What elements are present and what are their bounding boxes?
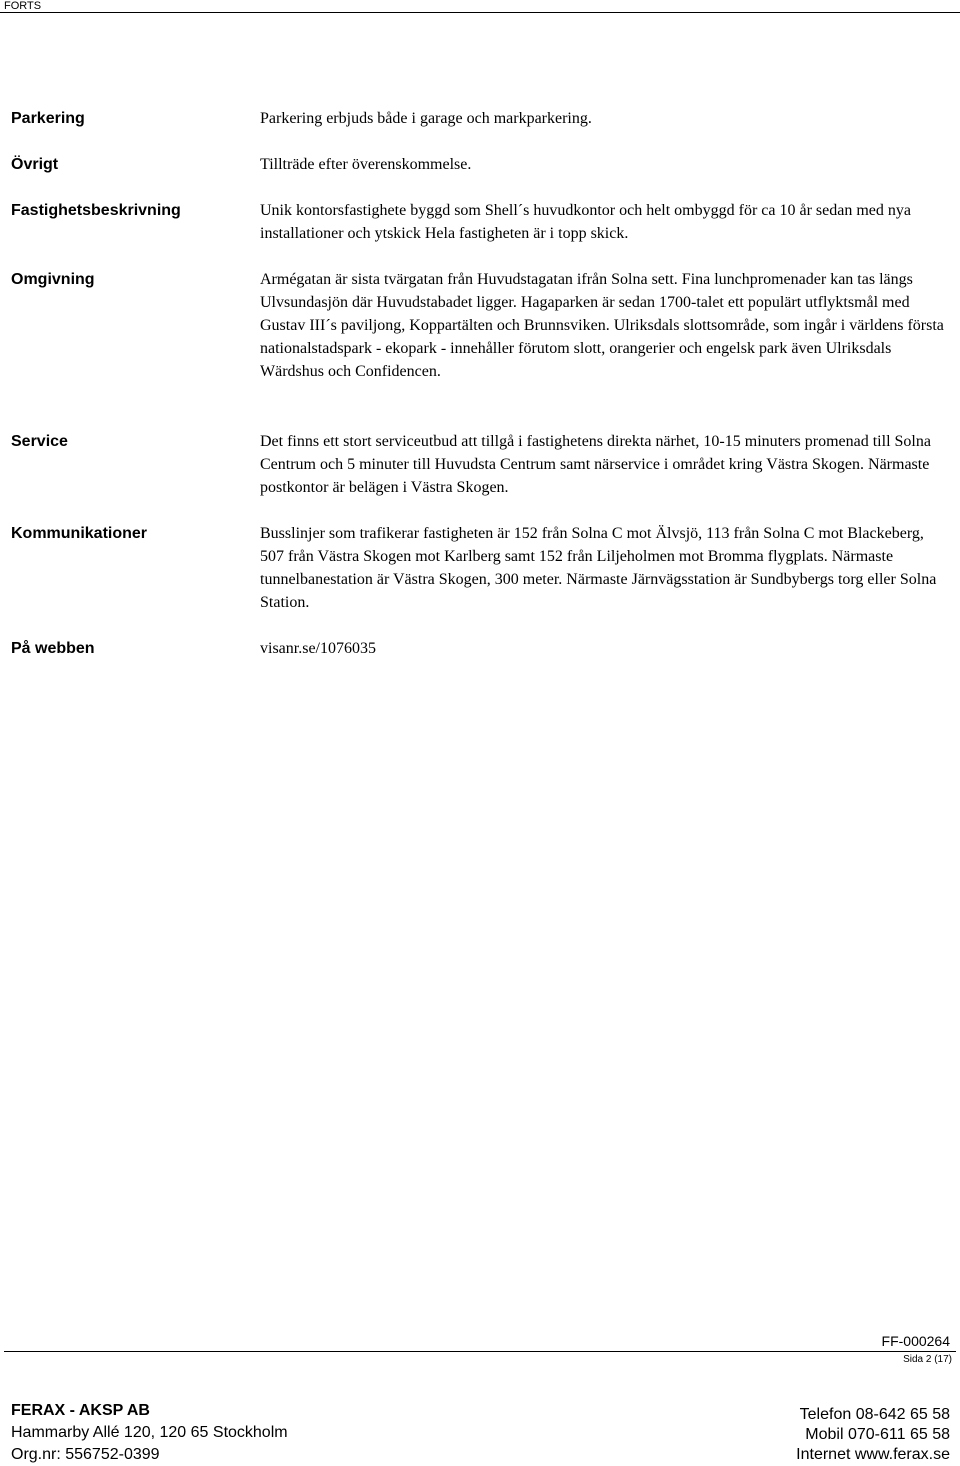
contact-internet[interactable]: Internet www.ferax.se xyxy=(796,1446,950,1463)
section-label: Kommunikationer xyxy=(11,525,148,542)
section-label: Parkering xyxy=(11,110,85,127)
section-label: Omgivning xyxy=(11,271,95,288)
section-text: Armégatan är sista tvärgatan från Huvudstagatan ifrån Solna sett. Fina lunchpromenader kan tas längs Ulvsundasjön där Huvudstabadet ligger. Hagaparken är sedan 1700-talet ett populärt utflyktsmål med Gustav III´s paviljong, Koppartälten och Brunnsviken. Ulriksdals slottsområde, som ingår i världens första nationalstadspark - ekopark - innehåller förutom slott, orangerier och engelsk park även Ulriksdals Wärdshus och Confidencen. xyxy=(260,271,944,380)
document-reference: FF-000264 xyxy=(881,1333,950,1349)
contact-mobile: Mobil 070-611 65 58 xyxy=(805,1426,950,1443)
section-label: Övrigt xyxy=(11,156,59,173)
contact-phone: Telefon 08-642 65 58 xyxy=(799,1406,950,1423)
section-text: Unik kontorsfastighete byggd som Shell´s huvudkontor och helt ombyggd för ca 10 år sedan med nya installationer och ytskick Hela fastigheten är i topp skick. xyxy=(260,202,911,242)
section-text: Tillträde efter överenskommelse. xyxy=(260,156,472,173)
footer-divider xyxy=(4,1351,956,1352)
company-info xyxy=(11,1400,288,1466)
section-text: Parkering erbjuds både i garage och markparkering. xyxy=(260,110,592,127)
section-text: Busslinjer som trafikerar fastigheten är 152 från Solna C mot Älvsjö, 113 från Solna C mot Blackeberg, 507 från Västra Skogen mot Karlberg samt 152 från Liljeholmen mot Bromma flygplats. Närmaste tunnelbanestation är Västra Skogen, 300 meter. Närmaste Järnvägsstation är Sundbybergs torg eller Solna Station. xyxy=(260,525,937,611)
contact-info xyxy=(796,1405,950,1465)
header-divider xyxy=(0,12,960,13)
page-number: Sida 2 (17) xyxy=(903,1354,952,1365)
section-label: Fastighetsbeskrivning xyxy=(11,202,181,219)
company-address: Hammarby Allé 120, 120 65 Stockholm xyxy=(11,1424,288,1441)
company-org-number: Org.nr: 556752-0399 xyxy=(11,1446,160,1463)
web-link[interactable]: visanr.se/1076035 xyxy=(260,640,376,657)
section-text: Det finns ett stort serviceutbud att tillgå i fastighetens direkta närhet, 10-15 minuters promenad till Solna Centrum och 5 minuter till Huvudsta Centrum samt närservice i området kring Västra Skogen. Närmaste postkontor är belägen i Västra Skogen. xyxy=(260,433,931,496)
header-label: FORTS xyxy=(4,0,42,12)
company-name: FERAX - AKSP AB xyxy=(11,1402,150,1419)
section-label: På webben xyxy=(11,640,95,657)
section-label: Service xyxy=(11,433,68,450)
